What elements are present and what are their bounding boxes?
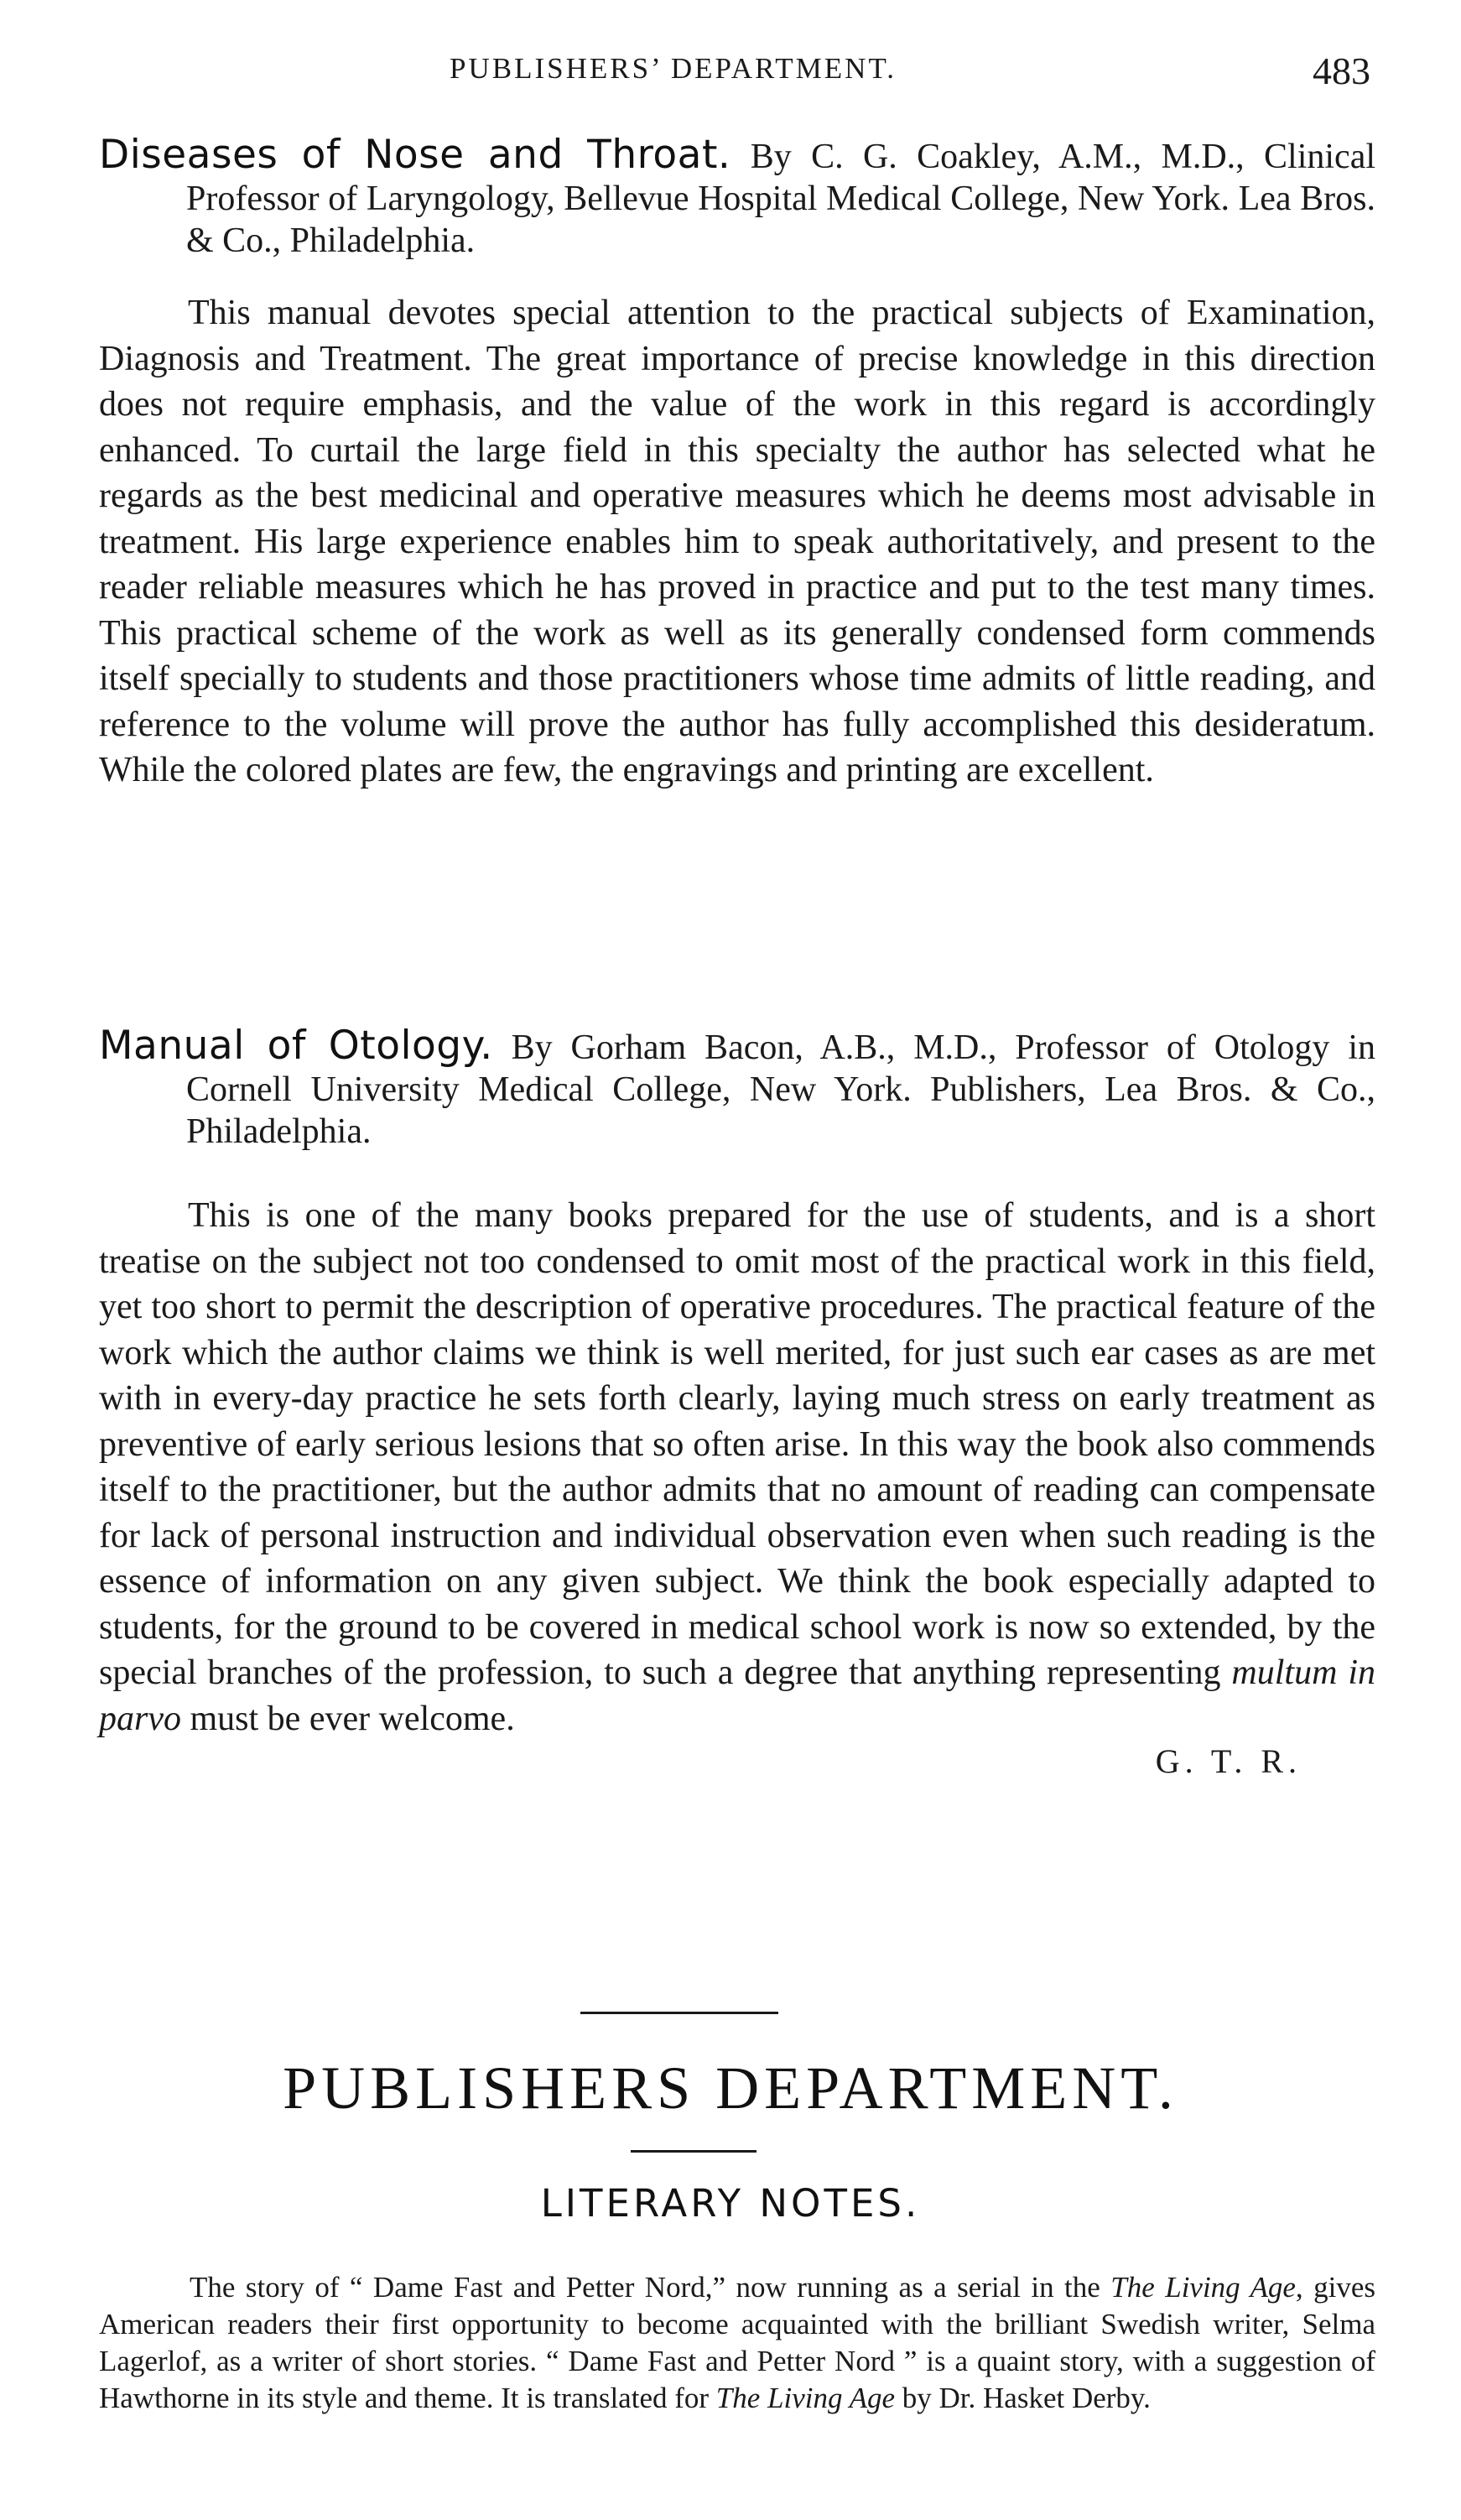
periodical-title: The Living Age xyxy=(1110,2271,1296,2304)
review-citation xyxy=(99,1025,1375,1153)
divider-rule xyxy=(580,2012,778,2014)
note-text: by Dr. Hasket Derby. xyxy=(902,2382,1151,2414)
review-body-text: This is one of the many books prepared for the use of students, and is a short treatise on the subject not too condensed to omit most of the practical work in this field, yet too short to permit the description of operative procedures. The practical feature of the work which the author claims we think is well merited, for just such ear cases as are met with in every-day practice he sets forth clearly, laying much stress on early treatment as preventive of early serious lesions that so often arise. In this way the book also commends itself to the practitioner, but the author admits that no amount of reading can compensate for lack of personal instruction and individual observation even when such reading is the essence of information on any given subject. We think the book especially adapted to students, for the ground to be covered in medical school work is now so extended, by the special branches of the profession, to such a degree that anything representing xyxy=(99,1196,1375,1692)
section-heading: PUBLISHERS DEPARTMENT. xyxy=(283,2054,1178,2122)
running-head xyxy=(0,49,1461,102)
review-citation xyxy=(99,134,1375,262)
review-body xyxy=(99,1193,1375,1742)
review-nose-throat xyxy=(99,134,1375,794)
reviewer-initials: G. T. R. xyxy=(1155,1742,1302,1780)
review-otology xyxy=(99,1025,1375,1781)
note-text: The story of “ Dame Fast and Petter Nord,” now running as a serial in the xyxy=(190,2271,1100,2304)
literary-notes-heading: LITERARY NOTES. xyxy=(540,2181,921,2226)
citation-text: By C. G. Coakley, A.M., M.D., Clinical Professor of Laryngology, Bellevue Hospital Medical College, New York. Lea Bros. & Co., Philadelphia. xyxy=(186,138,1376,260)
review-body-text-end: must be ever welcome. xyxy=(190,1699,515,1738)
citation-text: By Gorham Bacon, A.B., M.D., Professor of Otology in Cornell University Medical College, New York. Publishers, Lea Bros. & Co., Philadelphia. xyxy=(186,1028,1375,1151)
periodical-title: The Living Age xyxy=(715,2382,896,2414)
book-title: Manual of Otology. xyxy=(99,1023,493,1069)
book-title: Diseases of Nose and Throat. xyxy=(99,132,731,178)
latin-phrase: multum in parvo xyxy=(99,1653,1375,1738)
page-number: 483 xyxy=(1313,49,1370,92)
literary-note-paragraph xyxy=(99,2269,1375,2417)
note-text: , gives American readers their first opportunity to become acquainted with the brilliant Swedish writer, Selma Lagerlof, as a writer of short stories. “ Dame Fast and Petter Nord ” is a quaint story, with a suggestion of Hawthorne in its style and theme. It is translated for xyxy=(99,2271,1376,2414)
review-body: This manual devotes special attention to the practical subjects of Examination, Diagnosis and Treatment. The great importance of precise knowledge in this direction does not require emphasis, and the value of the work in this regard is accordingly enhanced. To curtail the large field in this specialty the author has selected what he regards as the best medicinal and operative measures which he deems most advisable in treatment. His large experience enables him to speak authoritatively, and present to the reader reliable measures which he has proved in practice and put to the test many times. This practical scheme of the work as well as its generally condensed form commends itself specially to students and those practitioners whose time admits of little reading, and reference to the volume will prove the author has fully accomplished this desideratum. While the colored plates are few, the engravings and printing are excellent. xyxy=(99,294,1375,789)
divider-rule-short xyxy=(631,2150,756,2153)
running-title: PUBLISHERS’ DEPARTMENT. xyxy=(450,52,897,85)
